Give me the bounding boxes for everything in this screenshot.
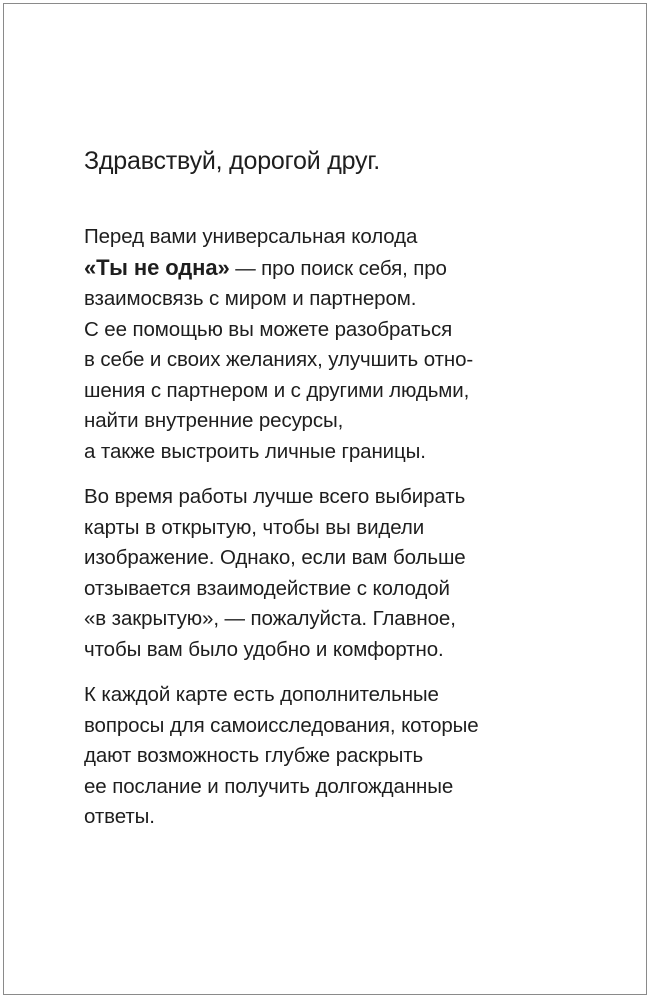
text-line: карты в открытую, чтобы вы видели (84, 515, 425, 539)
deck-title-line (84, 253, 624, 285)
page-content (84, 144, 624, 848)
text-line: шения с партнером и с другими людьми, (84, 378, 470, 402)
text-line: в себе и своих желаниях, улучшить отно- (84, 348, 474, 371)
text-line: найти внутренние ресурсы, (84, 409, 344, 432)
text-line: изображение. Однако, если вам больше (84, 546, 466, 569)
greeting-heading: Здравствуй, дорогой друг. (84, 147, 380, 175)
text-line: дают возможность глубже раскрыть (84, 744, 424, 767)
text-line: Во время работы лучше всего выбирать (84, 485, 466, 508)
text-line: вопросы для самоисследования, которые (84, 713, 479, 737)
deck-title: «Ты не одна» (84, 254, 230, 280)
paragraph-questions (84, 680, 624, 833)
paragraph-card-selection (84, 482, 624, 665)
text-line: ответы. (84, 805, 155, 828)
text-line: взаимосвязь с миром и партнером. (84, 287, 417, 310)
text-line: К каждой карте есть дополнительные (84, 683, 439, 706)
text-line: чтобы вам было удобно и комфортно. (84, 637, 444, 661)
deck-title-rest: — про поиск себя, про (229, 256, 447, 280)
text-line: С ее помощью вы можете разобраться (84, 317, 453, 341)
page (3, 3, 647, 995)
text-line: а также выстроить личные границы. (84, 439, 426, 463)
text-line: отзывается взаимодействие с колодой (84, 576, 450, 600)
text-line: «в закрытую», — пожалуйста. Главное, (84, 607, 456, 630)
text-line: ее послание и получить долгожданные (84, 774, 454, 798)
paragraph-intro (84, 222, 624, 467)
text-line: Перед вами универсальная колода (84, 225, 418, 248)
